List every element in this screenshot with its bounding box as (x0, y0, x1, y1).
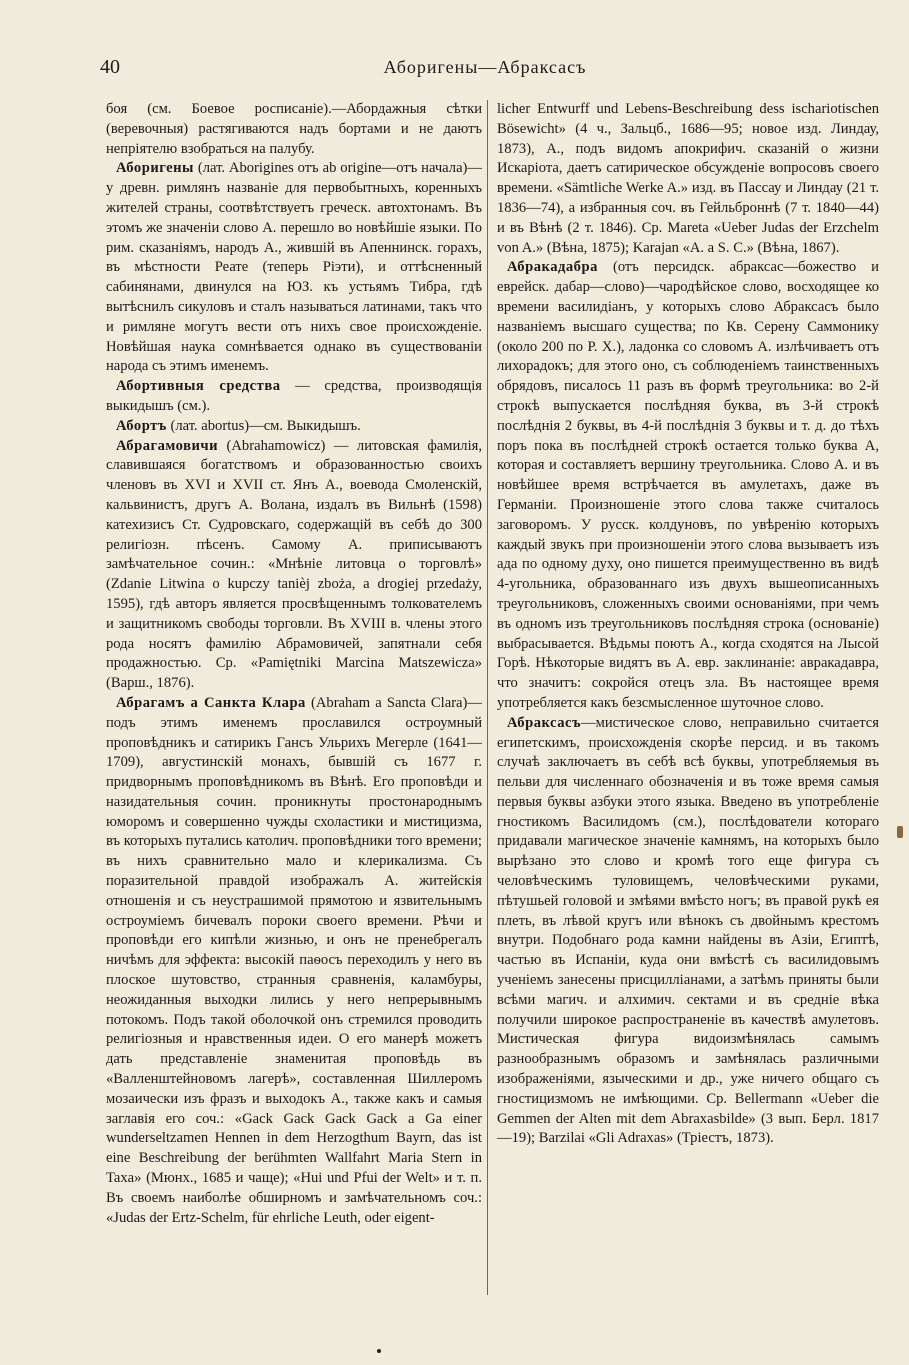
headword: Абортивныя средства (116, 378, 281, 395)
entry-text: (Abrahamowicz) — литовская фамилія, славившаяся богатствомъ и образованностью своихъ членовъ въ XVI и XVII ст. Янъ А., воевода Смоленскій, кальвинистъ, другъ А. Волана, издалъ въ Вильнѣ (1598) катехизисъ Ст. Судровскаго, содержащій въ себѣ до 300 религіозн. пѣсенъ. Самому А. приписываютъ замѣчательное сочин.: «Мнѣніе литовца о торговлѣ» (Zdanie Litwina o kupczy tanièj zboża, a drogiej przedaży, 1595), гдѣ авторъ является просвѣщеннымъ толкователемъ и защитникомъ свободы торговли. Въ XVIII в. члены этого рода носятъ фамилію Абрамовичей, запятнали себя продажностью. Ср. «Pamiętniki Marcina Matszewicza» (Варш., 1876). (106, 437, 483, 692)
entry-abragam-a-santa-klara (106, 694, 482, 1229)
headword: Абортъ (116, 417, 167, 434)
entry-abraksas (497, 714, 879, 1150)
entry-text: боя (см. Боевое росписаніе).—Абордажныя сѣтки (веревочныя) растягиваются надъ бортами и не даютъ непріятелю взобраться на палубу. (106, 101, 482, 157)
entry-text: — средства, производящія выкидышъ (см.). (106, 378, 483, 414)
entry-text: (лат. Aborigines отъ ab origine—отъ начала)—у древн. римлянъ названіе для первобытныхъ, коренныхъ жителей страны, соотвѣтствуетъ греческ. автохтонамъ. Въ этомъ же значеніи слово А. перешло во новѣйшіе языки. По рим. сказаніямъ, народъ А., жившій въ Апеннинск. горахъ, въ мѣстности Реате (теперь Ріэти), и оттѣсненный сабинянами, двинулся на ЮЗ. къ устьямъ Тибра, гдѣ вытѣснилъ сикуловъ и сталъ называться латинами, такъ что и римляне могутъ вести отъ нихъ свое происхожденіе. Новѣйшая наука сомнѣвается однако въ существованіи народа съ этимъ именемъ. (106, 160, 482, 375)
column-divider (487, 100, 488, 1295)
page-header (100, 56, 870, 86)
entry-text: (лат. abortus)—см. Выкидышъ. (170, 417, 361, 434)
page-edge-mark (897, 826, 903, 838)
headword: Абраксасъ (507, 714, 581, 731)
page-dot (377, 1349, 381, 1353)
entry-abortivnye-sredstva (106, 377, 482, 417)
headword: Абракадабра (507, 259, 598, 276)
running-head: Аборигены—Абраксасъ (383, 57, 587, 77)
entry-abort (106, 417, 482, 437)
entry-abragamovichi (106, 437, 482, 694)
entry-text: (отъ персидск. абраксас—божество и еврейск. дабар—слово)—чародѣйское слово, восходящее ко времени василидіанъ, у которыхъ слово Абраксасъ было названіемъ высшаго существа; по Кв. Серену Саммонику (около 200 по Р. Х.), ладонка со словомъ А. излѣчиваетъ отъ лихорадокъ; для этого оно, съ соблюденіемъ таинственныхъ обрядовъ, писалось 11 разъ въ формѣ треугольника: во 2-й строкѣ выпускается послѣдняя буква, въ 3-й строкѣ послѣднія 2 буквы, въ 4-й послѣднія 3 буквы и т. д. до тѣхъ поръ пока въ послѣдней строкѣ остается только буква А, которая и составляетъ вершину треугольника. Слово А. и въ новѣйшее время встрѣчается въ амулетахъ, даже въ Германіи. Произношеніе этого слова также считалось заговоромъ. У русск. колдуновъ, по увѣренію которыхъ каждый звукъ при произношеніи этого слова вызываетъ изъ ада по одному духу, оно пишется преимущественно въ видѣ 4-угольника, образованнаго изъ двухъ вышеописанныхъ треугольниковъ, сложенныхъ своими основаніями, при чемъ въ одномъ изъ треугольниковъ послѣдняя строка (основаніе) выбрасывается. Вѣдьмы поютъ А., когда сходятся на Лысой Горѣ. Нѣкоторые видятъ въ А. евр. заклинаніе: авракадавра, что значитъ: сокройся отецъ зла. Въ настоящее время употребляется какъ безсмысленное шуточное слово. (497, 259, 879, 711)
headword: Аборигены (116, 160, 194, 177)
entry-aborigeny (106, 159, 482, 377)
entry-abrakadabra (497, 258, 879, 713)
entry-text: licher Entwurff und Lebens-Beschreibung dess ischariotischen Bösewicht» (4 ч., Зальцб., 1686—95; новое изд. Линдау, 1873), А., подъ видомъ апокрифич. сказаній о жизни Искаріота, даетъ сатирическое обсужденіе вопросовъ своего времени. «Sämtliche Werke A.» изд. въ Пассау и Линдау (21 т. 1836—74), а избранныя соч. въ Гейльброннѣ (7 т. 1840—44) и въ Вѣнѣ (2 т. 1846). Ср. Mareta «Ueber Judas der Erzchelm von A.» (Вѣна, 1875); Karajan «A. a S. C.» (Вѣна, 1867). (497, 101, 879, 256)
right-column (497, 100, 879, 1149)
page-number: 40 (100, 56, 120, 78)
entry-text: —мистическое слово, неправильно считается египетскимъ, происхожденія скорѣе персид. и въ такомъ случаѣ заключаетъ въ себѣ всѣ буквы, употребляемыя въ пельви для численнаго обозначенія и въ тоже время самыя первыя буквы азбуки этого языка. Введено въ употребленіе гностикомъ Василидомъ (см.), послѣдователи котораго придавали магическое значеніе камнямъ, на которыхъ было вырѣзано это слово и кромѣ того еще фигура съ человѣческимъ туловищемъ, человѣческими руками, пѣтушьей головой и змѣями вмѣсто ногъ; въ правой рукѣ ея плеть, въ лѣвой кругъ или вѣнокъ съ двойнымъ крестомъ внутри. Подобнаго рода камни найдены въ Азіи, Египтѣ, частью въ Испаніи, куда они вмѣстѣ съ василидовымъ ученіемъ занесены присцилліанами, а затѣмъ приняты были всѣми магич. и алхимич. сектами и въ средніе вѣка получили широкое распространеніе въ качествѣ амулетовъ. Мистическая фигура видоизмѣнялась самымъ разнообразнымъ образомъ и замѣнялась различными изображеніями, языческими и др., уже ничего общаго съ гностицизмомъ не имѣющими. Ср. Bellermann «Ueber die Gemmen der Alten mit dem Abraxasbilde» (3 вып. Берл. 1817—19); Barzilai «Gli Adraxas» (Тріестъ, 1873). (497, 714, 879, 1147)
entry-continuation (497, 100, 879, 258)
left-column (106, 100, 482, 1228)
entry-text: (Abraham a Sancta Clara)—подъ этимъ именемъ прославился остроумный проповѣдникъ и сатирикъ Гансъ Ульрихъ Мегерле (1641—1709), августинскій монахъ, бывшій съ 1677 г. придворнымъ проповѣдникомъ въ Вѣнѣ. Его проповѣди и назидательныя сочин. проникнуты простонароднымъ юморомъ и совершенно чужды схоластики и мистицизма, въ которыхъ путались католич. проповѣдники того времени; въ нихъ сравнительно мало и клерикализма. Съ поразительной правдой изображалъ А. житейскія отношенія и съ неустрашимой прямотою и язвительнымъ остроуміемъ бичевалъ пороки своего времени. Рѣчи и проповѣди его кипѣли жизнью, и онъ не пренебрегалъ ничѣмъ для эффекта: высокій паѳосъ переходилъ у него въ плоское шутовство, странныя сравненія, каламбуры, неожиданныя выходки лились у него непрерывнымъ потокомъ. Подъ такой оболочкой онъ стремился проводить религіозныя и нравственныя идеи. О его манерѣ можетъ дать представленіе знаменитая проповѣдь въ «Валленштейновомъ лагерѣ», составленная Шиллеромъ мозаически изъ фразъ и выходокъ А., также какъ и самыя заглавія его соч.: «Gack Gack Gack Gack a Ga einer wunderseltzamen Hennen in dem Herzogthum Bayrn, das ist eine Beschreibung der berühmten Wallfahrt Maria Stern in Taxa» (Мюнх., 1685 и чаще); «Hui und Pfui der Welt» и т. п. Въ своемъ наиболѣе обширномъ и замѣчательномъ соч.: «Judas der Ertz-Schelm, für ehrliche Leuth, oder eigent- (106, 694, 482, 1226)
entry-continuation (106, 100, 482, 159)
headword: Абрагамъ а Санкта Клара (116, 694, 306, 711)
headword: Абрагамовичи (116, 437, 219, 454)
